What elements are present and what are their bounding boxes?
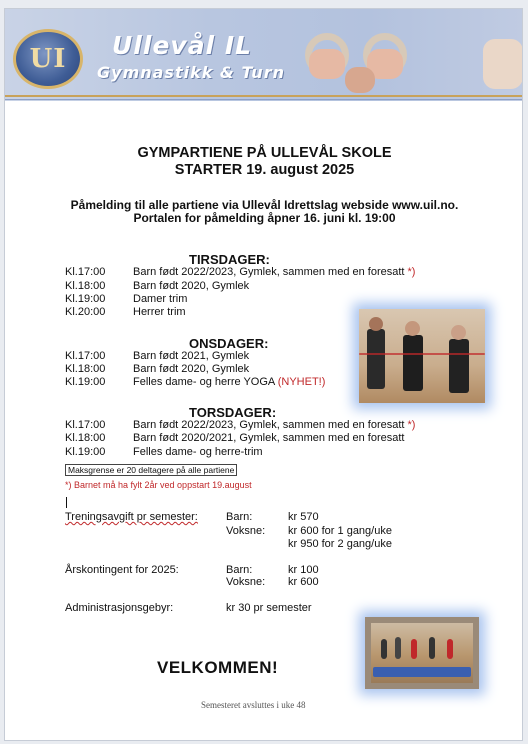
annual-barn-label: Barn:	[226, 564, 253, 576]
text-cursor	[66, 497, 67, 508]
title-line-1: GYMPARTIENE PÅ ULLEVÅL SKOLE	[137, 145, 392, 161]
max-participants-note: Maksgrense er 20 deltagere på alle partiene	[65, 464, 237, 476]
welcome-heading: VELKOMMEN!	[157, 658, 279, 677]
gymnast-arm-image	[483, 39, 523, 89]
admin-fee-label: Administrasjonsgebyr:	[65, 602, 174, 614]
annual-voksne-value: kr 600	[288, 576, 319, 588]
kids-gymnastics-photo	[359, 309, 485, 403]
gym-hall-photo	[365, 617, 479, 689]
day-heading-wednesday: ONSDAGER:	[189, 336, 269, 351]
annual-barn-value: kr 100	[288, 564, 319, 576]
club-subtitle: Gymnastikk & Turn	[97, 63, 285, 82]
club-name: Ullevål IL	[112, 31, 253, 60]
admin-fee-value: kr 30 pr semester	[226, 602, 312, 614]
fee-voksne-label: Voksne:	[226, 525, 266, 537]
fee-voksne-value-1: kr 600 for 1 gang/uke	[288, 525, 392, 537]
day-heading-tuesday: TIRSDAGER:	[189, 252, 270, 267]
age-requirement-note: *) Barnet må ha fylt 2år ved oppstart 19.august	[65, 480, 252, 490]
fee-barn-label: Barn:	[226, 511, 253, 523]
logo-text: UI	[29, 44, 67, 74]
intro-line-1: Påmelding til alle partiene via Ullevål Idrettslag webside www.uil.no.	[70, 198, 459, 212]
day-heading-thursday: TORSDAGER:	[189, 405, 277, 420]
annual-fee-label: Årskontingent for 2025:	[65, 564, 179, 576]
annual-voksne-label: Voksne:	[226, 576, 266, 588]
intro-line-2: Portalen for påmelding åpner 16. juni kl. 19:00	[133, 211, 396, 225]
training-fee-label: Treningsavgift pr semester:	[65, 511, 198, 523]
document-page: UI Ullevål IL Gymnastikk & Turn GYMPARTIENE PÅ ULLEVÅL SKOLE STARTER 19. august 2025 Påmelding til alle partiene via Ullevål Idrettslag webside www.uil.no. Portalen for påmelding åpner 16. juni kl. 19:00 TIRSDAGER: Kl.17:00 Barn født 2022/2023, Gymlek, sammen med en foresatt *) Kl.18:00 Barn født 2020, Gymlek Kl.19:00 Damer trim Kl.20:00 Herrer trim ONSDAGER: Kl.17:00 Barn født 2021, Gymlek Kl.18:00 Barn født 2020, Gymlek Kl.19:00 Felles dame- og herre YOGA (NYHET!) TORSDAGER: Kl.17:00 Barn født 2022/2023, Gymlek, sammen med en foresatt *) Kl.18:00 Barn født 2020/2021, Gymlek, sammen med en foresatt Kl.19:00 Felles dame- og herre-trim Maksgrense er 20 deltagere på alle partiene *) Barnet må ha fylt 2år ved oppstart 19.august Treningsavgift pr semester: Barn: kr 570 Voksne: kr 600 for 1 gang/uke kr 950 for 2 gang/uke Årskontingent for 2025: Barn: kr 100 Voksne: kr 600 Administrasjonsgebyr: kr 30 pr semester VELKOMMEN! Semesteret avsluttes i uke 48	[4, 8, 523, 741]
fee-barn-value: kr 570	[288, 511, 319, 523]
header-banner	[5, 9, 523, 101]
gymnastics-rings-image	[305, 9, 445, 95]
title-line-2: STARTER 19. august 2025	[174, 162, 355, 178]
club-logo	[13, 29, 83, 89]
fee-voksne-value-2: kr 950 for 2 gang/uke	[288, 538, 392, 550]
footer-text: Semesteret avsluttes i uke 48	[201, 700, 306, 710]
